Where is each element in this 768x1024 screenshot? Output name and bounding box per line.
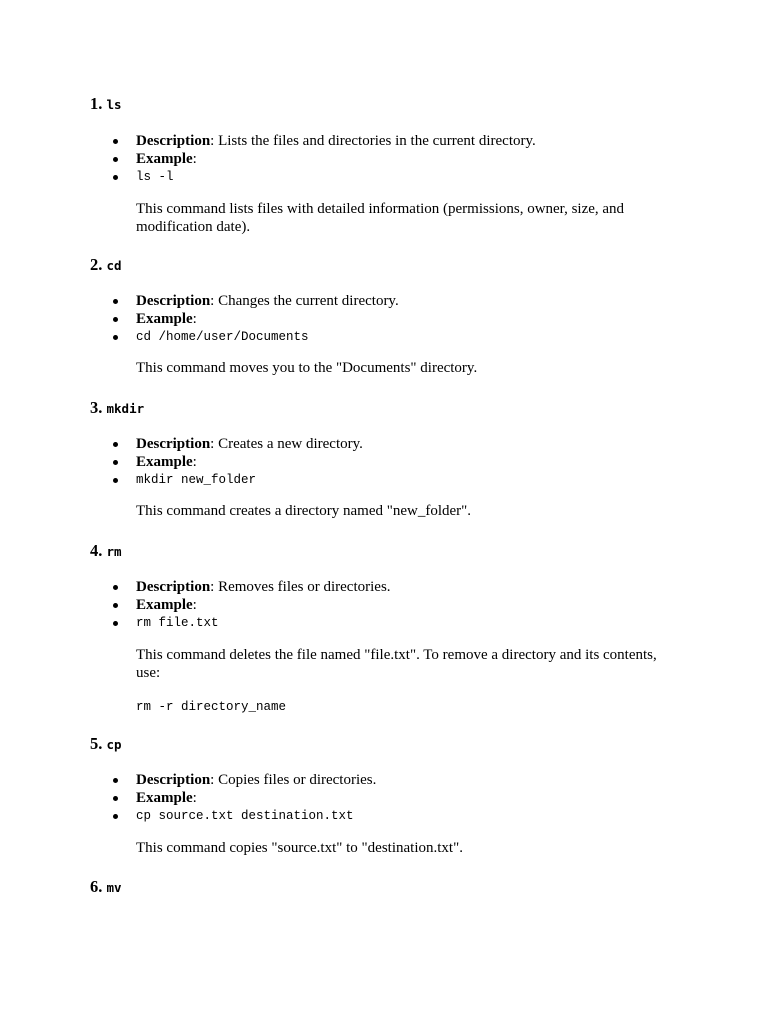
example-label: Example xyxy=(136,151,193,167)
description-text: : Lists the files and directories in the current directory. xyxy=(210,133,536,149)
command-name: mv xyxy=(106,880,122,895)
section-heading xyxy=(90,734,122,755)
list-item xyxy=(0,310,700,328)
list-item xyxy=(0,471,700,489)
bullet-icon xyxy=(113,442,118,447)
section-number: 5. xyxy=(90,734,103,753)
bullet-icon xyxy=(113,778,118,783)
example-code: mkdir new_folder xyxy=(136,473,257,487)
list-item xyxy=(0,807,700,825)
list-item xyxy=(0,789,700,807)
bullet-icon xyxy=(113,175,118,180)
bullet-icon xyxy=(113,585,118,590)
example-label: Example xyxy=(136,597,193,613)
bullet-icon xyxy=(113,796,118,801)
example-label: Example xyxy=(136,790,193,806)
section-number: 3. xyxy=(90,398,103,417)
description-label: Description xyxy=(136,133,211,149)
section-number: 2. xyxy=(90,255,103,274)
list-item xyxy=(0,435,700,453)
bullet-icon xyxy=(113,478,118,483)
command-name: cp xyxy=(106,737,122,752)
list-item xyxy=(0,150,700,168)
description-text: : Creates a new directory. xyxy=(210,436,363,452)
description-text: : Removes files or directories. xyxy=(210,579,391,595)
list-item xyxy=(0,328,700,346)
list-item xyxy=(0,578,700,596)
bullet-icon xyxy=(113,603,118,608)
bullet-icon xyxy=(113,157,118,162)
section-heading xyxy=(90,94,122,115)
section-number: 1. xyxy=(90,94,103,113)
extra-code-block: rm -r directory_name xyxy=(136,700,287,714)
section-number: 6. xyxy=(90,877,103,896)
example-code: cp source.txt destination.txt xyxy=(136,809,354,823)
bullet-icon xyxy=(113,621,118,626)
list-item xyxy=(0,292,700,310)
example-label: Example xyxy=(136,454,193,470)
explanation-text: This command copies "source.txt" to "destination.txt". xyxy=(136,840,463,856)
section-heading xyxy=(90,541,122,562)
command-name: cd xyxy=(106,258,122,273)
description-text: : Changes the current directory. xyxy=(210,293,399,309)
explanation-text: This command deletes the file named "file.txt". To remove a directory and its contents, use: xyxy=(136,647,657,681)
example-colon: : xyxy=(192,790,197,806)
bullet-icon xyxy=(113,299,118,304)
example-code: cd /home/user/Documents xyxy=(136,330,309,344)
explanation-text: This command creates a directory named "new_folder". xyxy=(136,503,472,519)
example-colon: : xyxy=(192,597,197,613)
section-heading xyxy=(90,255,122,276)
bullet-icon xyxy=(113,335,118,340)
description-label: Description xyxy=(136,293,211,309)
example-colon: : xyxy=(192,454,197,470)
bullet-icon xyxy=(113,139,118,144)
list-item xyxy=(0,453,700,471)
example-label: Example xyxy=(136,311,193,327)
description-text: : Copies files or directories. xyxy=(210,772,377,788)
bullet-icon xyxy=(113,814,118,819)
section-number: 4. xyxy=(90,541,103,560)
description-label: Description xyxy=(136,579,211,595)
explanation-text: This command moves you to the "Documents" directory. xyxy=(136,360,478,376)
list-item xyxy=(0,614,700,632)
explanation-text: This command lists files with detailed information (permissions, owner, size, and modification date). xyxy=(136,201,625,235)
example-colon: : xyxy=(192,151,197,167)
bullet-icon xyxy=(113,460,118,465)
list-item xyxy=(0,168,700,186)
command-name: mkdir xyxy=(106,401,145,416)
section-heading xyxy=(90,877,122,898)
command-name: ls xyxy=(106,97,122,112)
list-item xyxy=(0,132,700,150)
bullet-icon xyxy=(113,317,118,322)
description-label: Description xyxy=(136,436,211,452)
section-heading xyxy=(90,398,144,419)
list-item xyxy=(0,771,700,789)
example-code: rm file.txt xyxy=(136,616,219,630)
example-code: ls -l xyxy=(136,170,174,184)
description-label: Description xyxy=(136,772,211,788)
command-name: rm xyxy=(106,544,122,559)
example-colon: : xyxy=(192,311,197,327)
list-item xyxy=(0,596,700,614)
